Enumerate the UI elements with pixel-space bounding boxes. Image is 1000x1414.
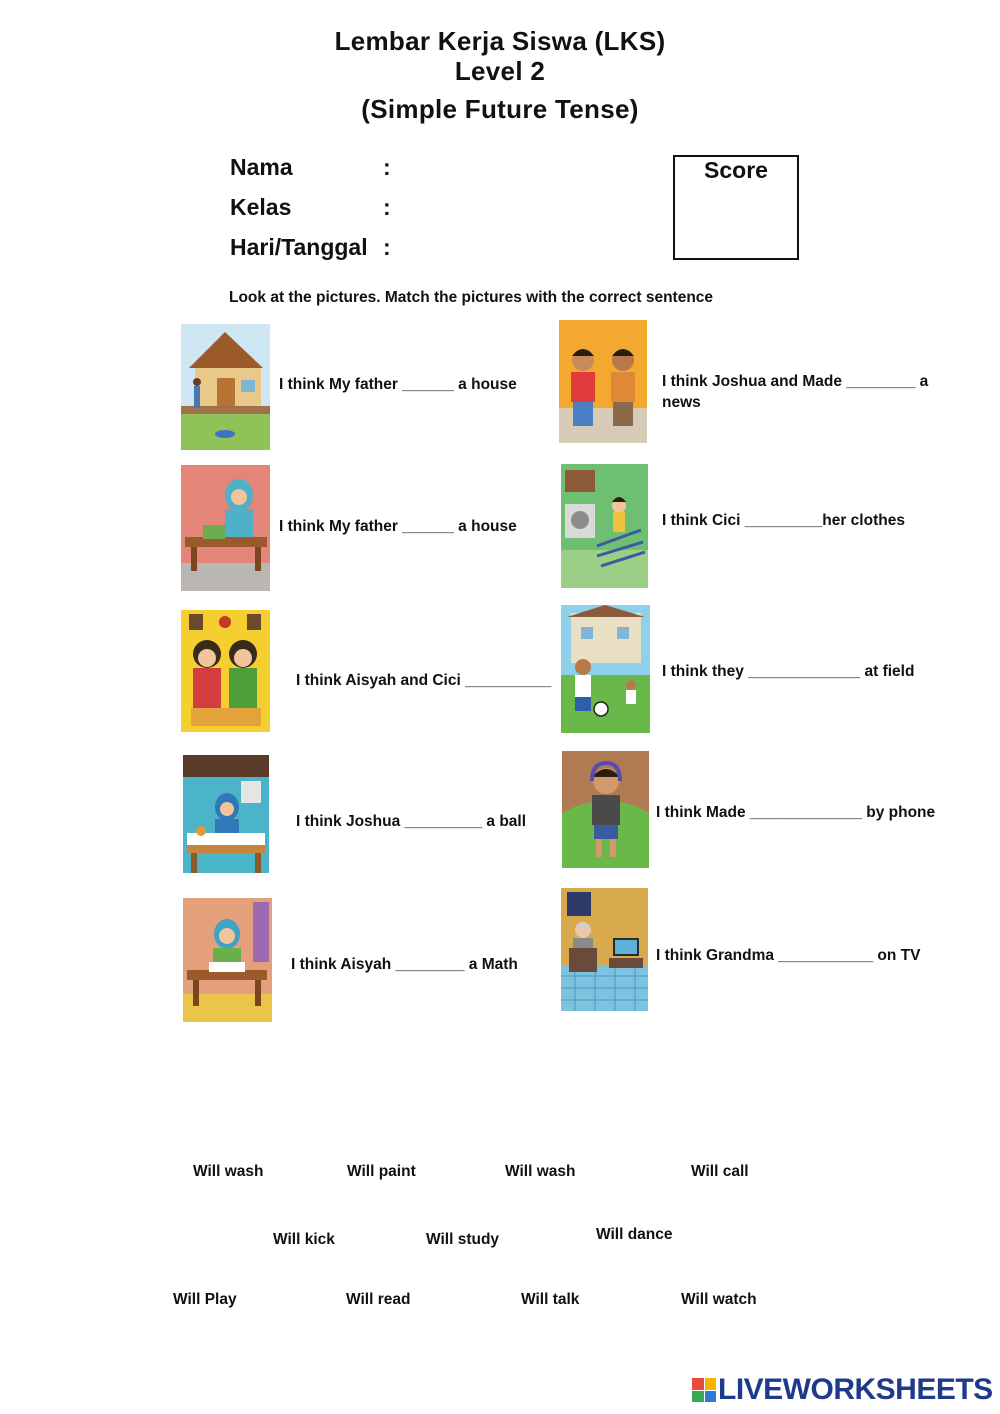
class-colon: : bbox=[383, 194, 391, 220]
right-sentence-5: I think Grandma ___________ on TV bbox=[656, 947, 921, 964]
boy-headphones-image bbox=[562, 751, 649, 868]
word-bank-item[interactable]: Will kick bbox=[273, 1231, 335, 1248]
word-bank-item[interactable]: Will Play bbox=[173, 1291, 237, 1308]
right-sentence-4: I think Made _____________ by phone bbox=[656, 804, 936, 821]
name-label: Nama bbox=[230, 154, 293, 180]
date-colon: : bbox=[383, 234, 391, 260]
date-label: Hari/Tanggal bbox=[230, 234, 368, 260]
right-sentence-2: I think Cici _________her clothes bbox=[662, 512, 905, 529]
liveworksheets-logo-text: LIVEWORKSHEETS bbox=[718, 1373, 993, 1406]
girl-studying-desk-image bbox=[183, 898, 272, 1022]
two-girls-dancing-image bbox=[181, 610, 270, 732]
right-sentence-1: I think Joshua and Made ________ a news bbox=[662, 373, 929, 411]
word-bank-item[interactable]: Will talk bbox=[521, 1291, 580, 1308]
girl-washing-clothes-image bbox=[561, 464, 648, 588]
name-colon: : bbox=[383, 154, 391, 180]
liveworksheets-logo bbox=[692, 1374, 993, 1406]
word-bank-item[interactable]: Will read bbox=[346, 1291, 411, 1308]
worksheet-level: Level 2 bbox=[454, 56, 546, 86]
two-boys-talking-image bbox=[559, 320, 647, 443]
instruction-text: Look at the pictures. Match the pictures with the correct sentence bbox=[229, 289, 714, 306]
class-label: Kelas bbox=[230, 194, 292, 220]
boys-playing-football-image bbox=[561, 605, 650, 733]
right-sentence-3: I think they _____________ at field bbox=[662, 663, 915, 680]
score-label: Score bbox=[704, 157, 768, 183]
worksheet-subtitle: (Simple Future Tense) bbox=[361, 94, 639, 124]
liveworksheets-logo-icon bbox=[692, 1378, 716, 1402]
word-bank-item[interactable]: Will watch bbox=[681, 1291, 757, 1308]
score-box bbox=[673, 155, 799, 260]
left-sentence-4: I think Joshua _________ a ball bbox=[296, 813, 527, 830]
left-sentence-2: I think My father ______ a house bbox=[279, 518, 517, 535]
left-sentence-3: I think Aisyah and Cici __________ bbox=[296, 672, 552, 689]
word-bank-item[interactable]: Will study bbox=[426, 1231, 500, 1248]
word-bank-item[interactable]: Will wash bbox=[193, 1163, 264, 1180]
word-bank-item[interactable]: Will paint bbox=[347, 1163, 416, 1180]
word-bank-item[interactable]: Will dance bbox=[596, 1226, 673, 1243]
left-sentence-1: I think My father ______ a house bbox=[279, 376, 517, 393]
word-bank-item[interactable]: Will wash bbox=[505, 1163, 576, 1180]
grandma-watching-tv-image bbox=[561, 888, 648, 1011]
word-bank-item[interactable]: Will call bbox=[691, 1163, 749, 1180]
man-watering-house-image bbox=[181, 324, 270, 450]
worksheet-title: Lembar Kerja Siswa (LKS) bbox=[334, 26, 666, 56]
girl-hijab-painting-image bbox=[181, 465, 270, 591]
left-sentence-5: I think Aisyah ________ a Math bbox=[291, 956, 518, 973]
woman-cooking-kitchen-image bbox=[183, 755, 269, 873]
